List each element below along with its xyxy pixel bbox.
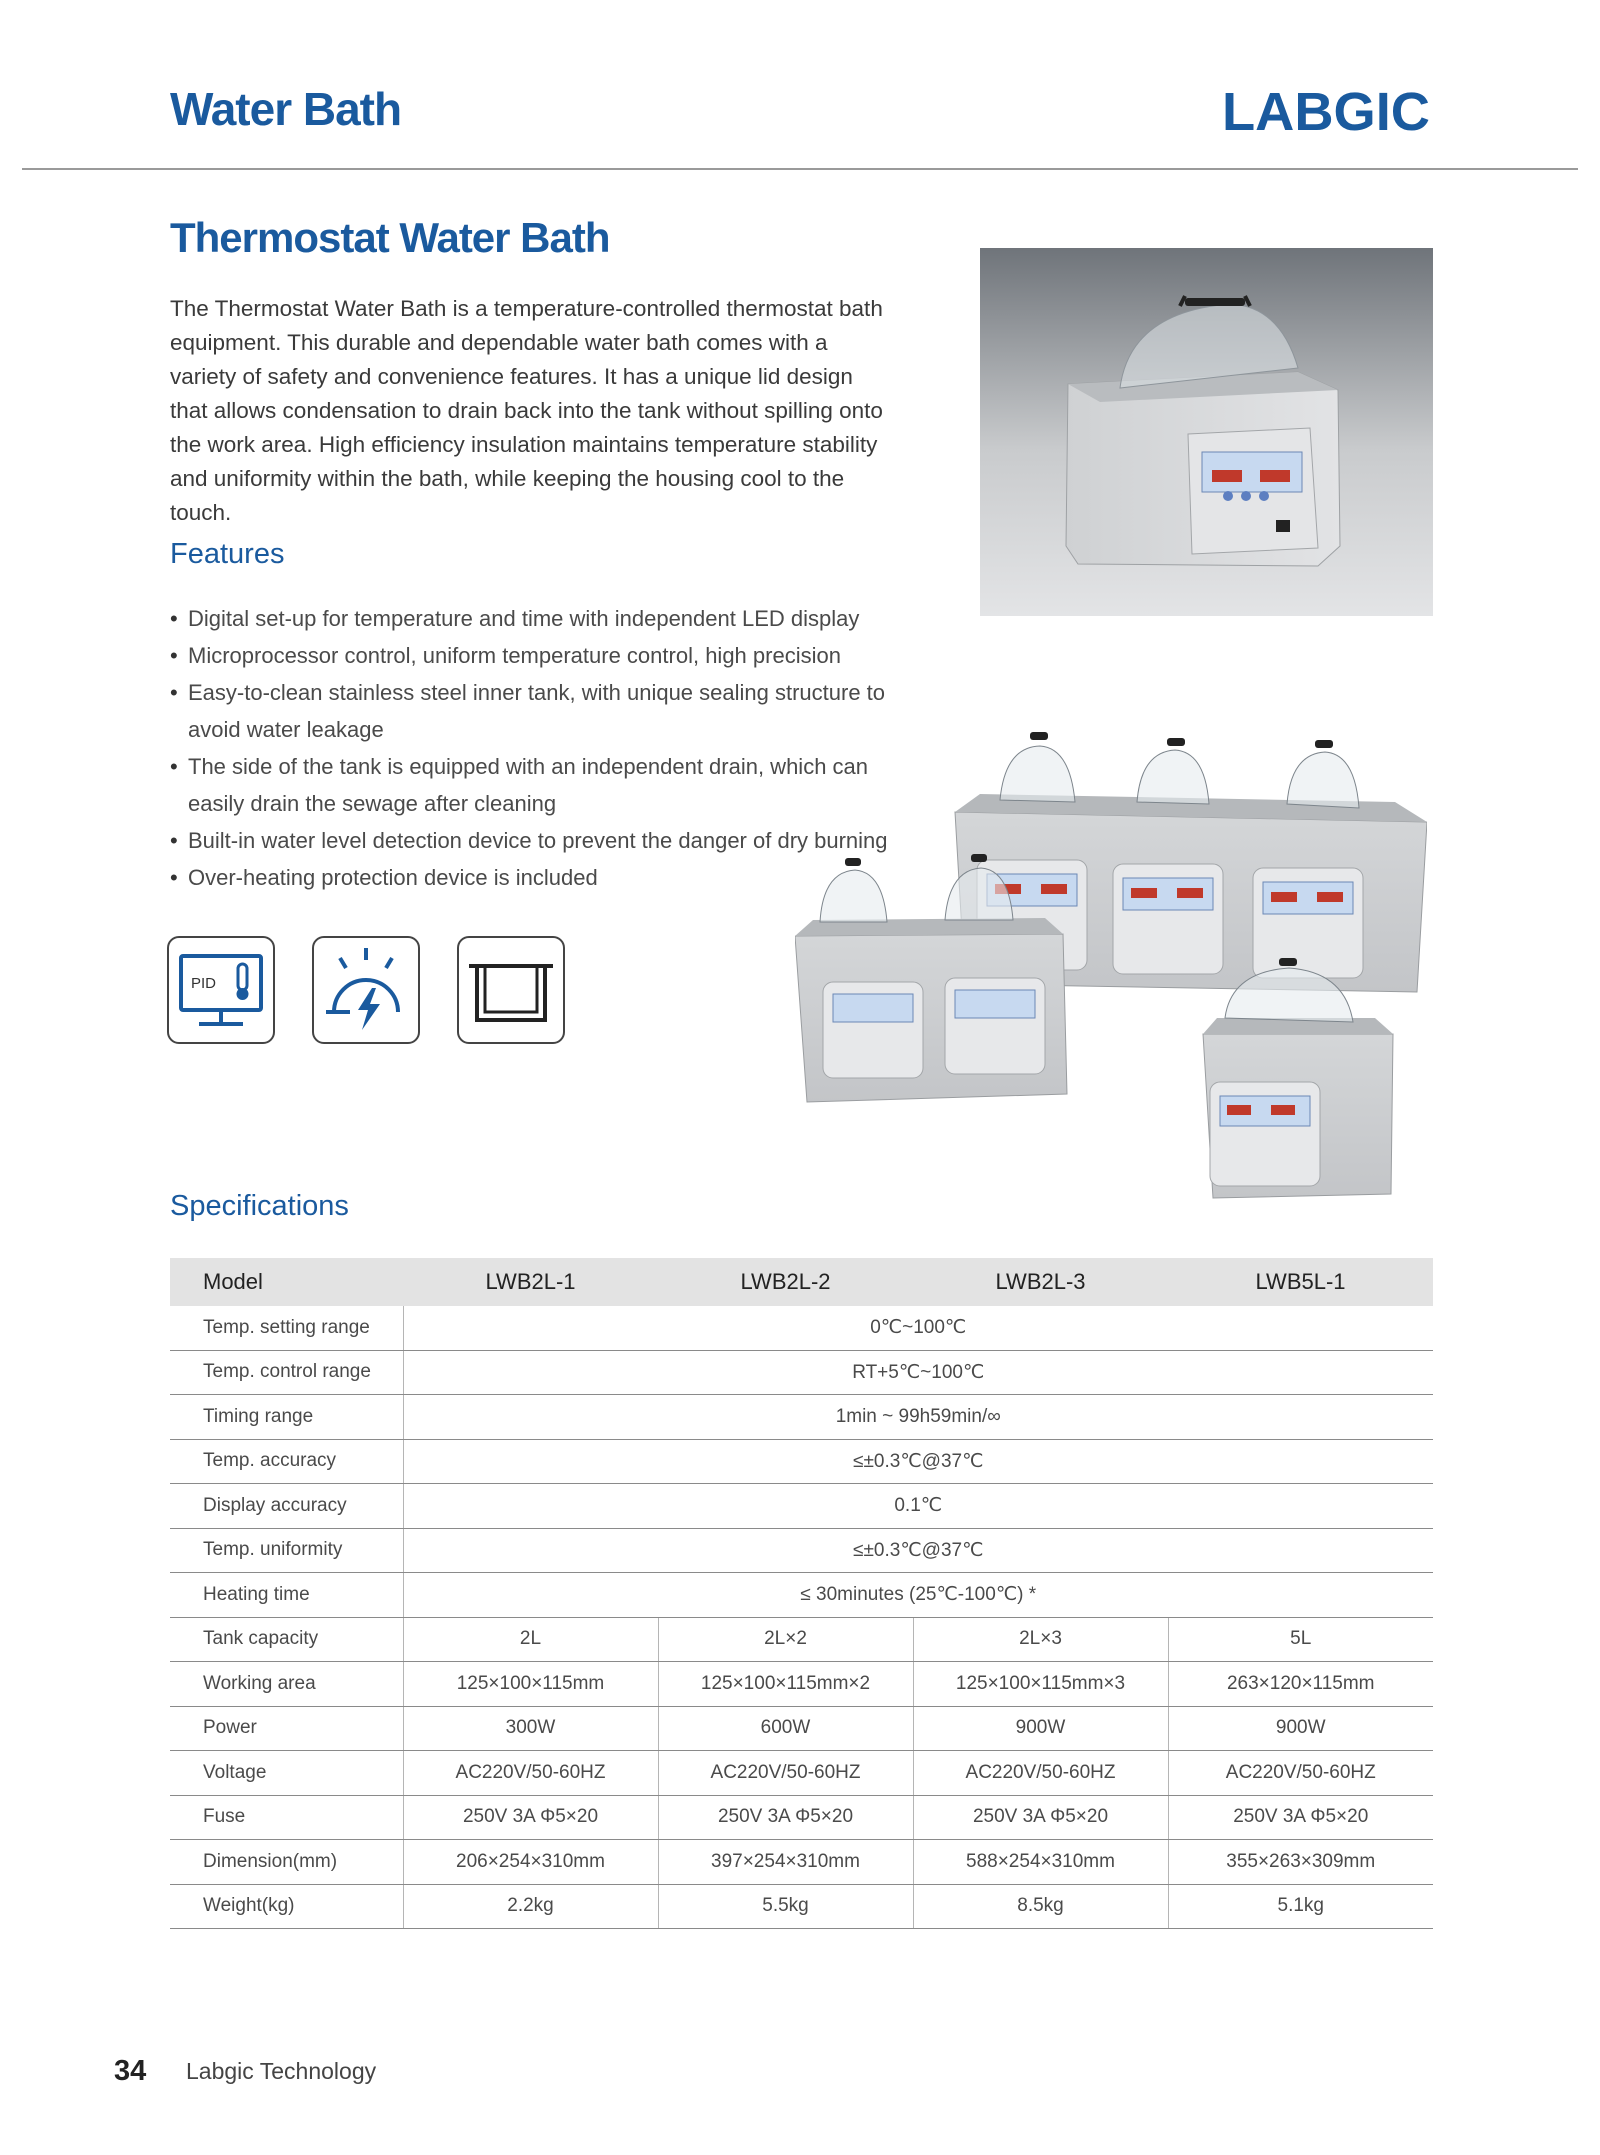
table-cell: 900W [1168,1706,1433,1751]
table-row [170,1795,1433,1840]
table-cell: RT+5℃~100℃ [403,1350,1433,1395]
table-row [170,1662,1433,1707]
product-title: Thermostat Water Bath [170,214,610,261]
pid-monitor-icon [167,936,275,1044]
table-row [170,1617,1433,1662]
specifications-table [170,1258,1433,1929]
row-label: Working area [170,1662,403,1707]
table-cell: 125×100×115mm×2 [658,1662,913,1707]
table-cell: 5.5kg [658,1884,913,1929]
header-divider [22,168,1578,170]
svg-text:LABGIC: LABGIC [1222,84,1430,136]
table-cell: ≤±0.3℃@37℃ [403,1439,1433,1484]
water-bath-family-photo [795,722,1427,1206]
column-header: LWB5L-1 [1168,1258,1433,1306]
feature-item: • The side of the tank is equipped with an independent drain, which can easily drain the sewage after cleaning [170,748,890,822]
column-header-model: Model [170,1258,403,1306]
table-cell: 125×100×115mm×3 [913,1662,1168,1707]
column-header: LWB2L-2 [658,1258,913,1306]
row-label: Temp. control range [170,1350,403,1395]
table-header-row [170,1258,1433,1306]
row-label: Display accuracy [170,1484,403,1529]
table-cell: 355×263×309mm [1168,1840,1433,1885]
product-description: The Thermostat Water Bath is a temperature-controlled thermostat bath equipment. This durable and dependable water bath comes with a variety of safety and convenience features. It has a unique lid design that allows condensation to drain back into the tank without spilling onto the work area. High efficiency insulation maintains temperature stability and uniformity within the bath, while keeping the housing cool to the touch. [170,296,883,525]
table-cell: 900W [913,1706,1168,1751]
table-cell: AC220V/50-60HZ [403,1751,658,1796]
row-label: Fuse [170,1795,403,1840]
row-label: Power [170,1706,403,1751]
table-cell: 5.1kg [1168,1884,1433,1929]
row-label: Voltage [170,1751,403,1796]
row-label: Timing range [170,1395,403,1440]
table-cell: 250V 3A Φ5×20 [1168,1795,1433,1840]
row-label: Temp. uniformity [170,1528,403,1573]
table-cell: AC220V/50-60HZ [913,1751,1168,1796]
table-cell: 8.5kg [913,1884,1168,1929]
pid-label: PID [191,975,217,992]
table-cell: 5L [1168,1617,1433,1662]
row-label: Temp. setting range [170,1306,403,1350]
table-row [170,1350,1433,1395]
feature-item: • Over-heating protection device is included [170,859,890,896]
features-heading: Features [170,538,285,570]
table-cell: 2L [403,1617,658,1662]
row-label: Dimension(mm) [170,1840,403,1885]
row-label: Tank capacity [170,1617,403,1662]
column-header: LWB2L-3 [913,1258,1168,1306]
table-cell: 206×254×310mm [403,1840,658,1885]
table-cell: 2L×3 [913,1617,1168,1662]
footer-company: Labgic Technology [186,2058,377,2084]
feature-item: • Easy-to-clean stainless steel inner tank, with unique sealing structure to avoid water leakage [170,674,890,748]
stainless-tank-icon [457,936,565,1044]
table-cell: 300W [403,1706,658,1751]
row-label: Weight(kg) [170,1884,403,1929]
table-cell: 250V 3A Φ5×20 [658,1795,913,1840]
column-header: LWB2L-1 [403,1258,658,1306]
heating-power-icon [312,936,420,1044]
table-cell: AC220V/50-60HZ [658,1751,913,1796]
table-row [170,1306,1433,1350]
table-row [170,1395,1433,1440]
table-row [170,1751,1433,1796]
table-cell: 250V 3A Φ5×20 [403,1795,658,1840]
table-cell: 2L×2 [658,1617,913,1662]
feature-item: • Microprocessor control, uniform temperature control, high precision [170,637,890,674]
features-list [170,600,890,896]
page-header-title: Water Bath [170,83,402,135]
table-cell: 250V 3A Φ5×20 [913,1795,1168,1840]
table-cell: 0℃~100℃ [403,1306,1433,1350]
table-cell: ≤±0.3℃@37℃ [403,1528,1433,1573]
table-cell: 397×254×310mm [658,1840,913,1885]
row-label: Temp. accuracy [170,1439,403,1484]
page-number: 34 [114,2055,147,2087]
table-cell: 125×100×115mm [403,1662,658,1707]
table-cell: 2.2kg [403,1884,658,1929]
table-row [170,1439,1433,1484]
feature-item: • Built-in water level detection device to prevent the danger of dry burning [170,822,890,859]
table-cell: 588×254×310mm [913,1840,1168,1885]
table-row [170,1484,1433,1529]
table-cell: 263×120×115mm [1168,1662,1433,1707]
table-row [170,1528,1433,1573]
feature-item: • Digital set-up for temperature and time with independent LED display [170,600,890,637]
table-row [170,1884,1433,1929]
row-label: Heating time [170,1573,403,1618]
table-cell: ≤ 30minutes (25℃-100℃) * [403,1573,1433,1618]
water-bath-photo [980,248,1433,616]
table-cell: AC220V/50-60HZ [1168,1751,1433,1796]
table-row [170,1706,1433,1751]
table-cell: 1min ~ 99h59min/∞ [403,1395,1433,1440]
table-row [170,1840,1433,1885]
specifications-heading: Specifications [170,1190,349,1222]
table-cell: 600W [658,1706,913,1751]
table-row [170,1573,1433,1618]
table-cell: 0.1℃ [403,1484,1433,1529]
labgic-logo [1222,84,1432,136]
